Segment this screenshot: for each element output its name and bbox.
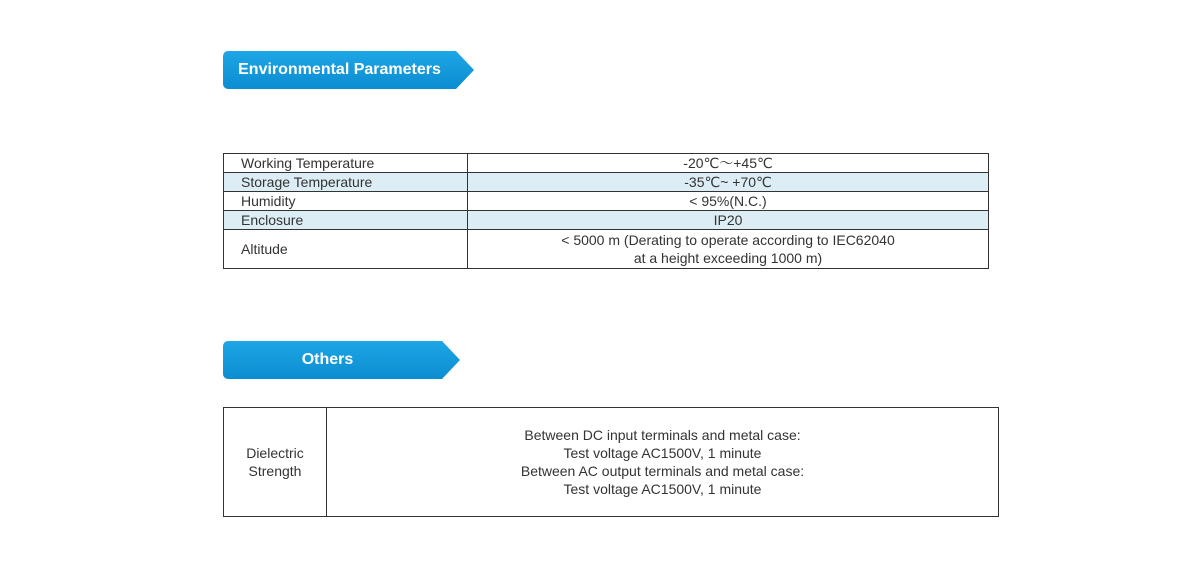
row-label: Working Temperature: [224, 154, 468, 173]
row-label: Storage Temperature: [224, 173, 468, 192]
row-value: IP20: [468, 211, 989, 230]
value-line: Between AC output terminals and metal case:: [520, 463, 805, 479]
row-value: -35℃~ +70℃: [468, 173, 989, 192]
table-row: [224, 192, 989, 211]
label-line: Strength: [248, 463, 302, 479]
value-line: at a height exceeding 1000 m): [633, 250, 823, 266]
table-row: [224, 211, 989, 230]
row-value: [327, 408, 999, 517]
value-line: Test voltage AC1500V, 1 minute: [563, 445, 762, 461]
row-label: Enclosure: [224, 211, 468, 230]
value-line: < 5000 m (Derating to operate according to IEC62040: [561, 232, 895, 248]
table-row: [224, 408, 999, 517]
row-value: [468, 230, 989, 269]
others-table: [223, 407, 999, 517]
section-header-others: [223, 341, 460, 379]
label-line: Dielectric: [246, 445, 304, 461]
table-row: [224, 173, 989, 192]
row-value: < 95%(N.C.): [468, 192, 989, 211]
value-line: Between DC input terminals and metal case:: [524, 427, 801, 443]
section-header-environmental: [223, 51, 474, 89]
section-title: Others: [301, 351, 354, 368]
section-title: Environmental Parameters: [238, 61, 441, 78]
row-label: [224, 408, 327, 517]
table-row: [224, 154, 989, 173]
row-value: -20℃～+45℃: [468, 154, 989, 173]
row-label: Humidity: [224, 192, 468, 211]
value-line: Test voltage AC1500V, 1 minute: [563, 481, 762, 497]
table-row: [224, 230, 989, 269]
environmental-parameters-table: [223, 153, 989, 269]
row-label: Altitude: [224, 230, 468, 269]
